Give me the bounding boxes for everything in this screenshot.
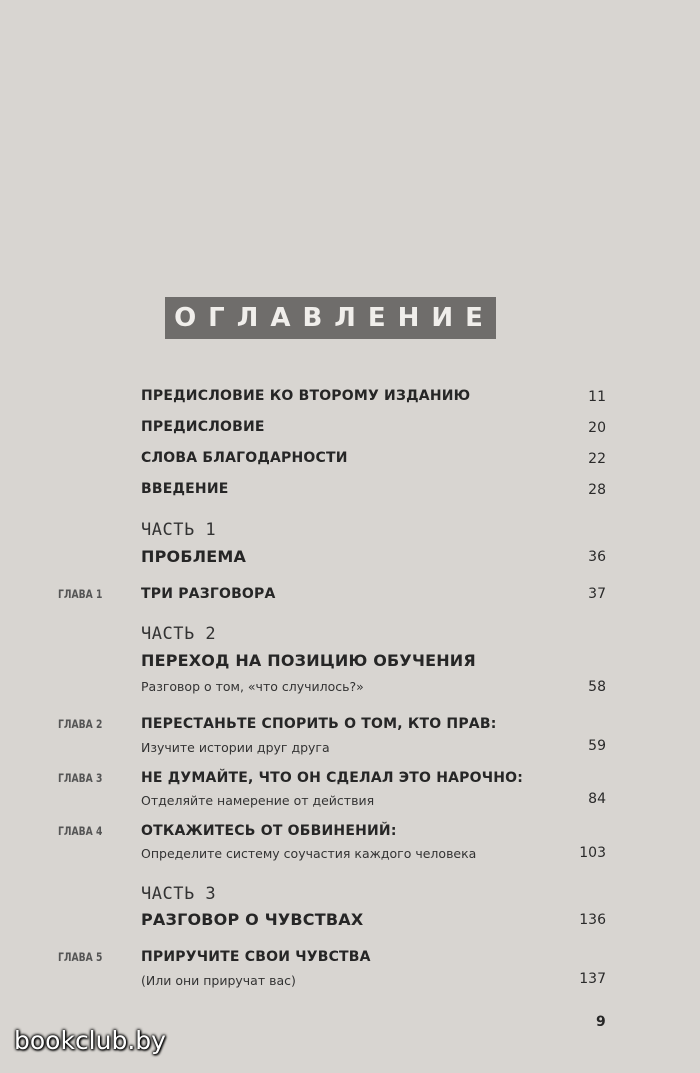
chapter-label: ГЛАВА 3 bbox=[58, 771, 103, 785]
toc-entry-title: СЛОВА БЛАГОДАРНОСТИ bbox=[141, 450, 348, 466]
chapter-title: НЕ ДУМАЙТЕ, ЧТО ОН СДЕЛАЛ ЭТО НАРОЧНО: bbox=[141, 770, 524, 786]
chapter-label: ГЛАВА 1 bbox=[58, 587, 103, 601]
chapter-page: 59 bbox=[588, 738, 606, 754]
part-page: 58 bbox=[588, 679, 606, 695]
chapter-label: ГЛАВА 2 bbox=[58, 717, 103, 731]
part-label: ЧАСТЬ 3 bbox=[141, 884, 217, 904]
toc-entry-page: 11 bbox=[588, 389, 606, 405]
part-label: ЧАСТЬ 2 bbox=[141, 624, 217, 644]
chapter-page: 37 bbox=[588, 586, 606, 602]
part-page: 136 bbox=[579, 912, 606, 928]
toc-entry-page: 22 bbox=[588, 451, 606, 467]
chapter-subtitle: Определите систему соучастия каждого человека bbox=[141, 846, 477, 861]
part-title: ПЕРЕХОД НА ПОЗИЦИЮ ОБУЧЕНИЯ bbox=[141, 651, 476, 670]
chapter-subtitle: Отделяйте намерение от действия bbox=[141, 793, 375, 808]
chapter-title: ОТКАЖИТЕСЬ ОТ ОБВИНЕНИЙ: bbox=[141, 823, 397, 839]
part-title: ПРОБЛЕМА bbox=[141, 547, 247, 566]
toc-entry-title: ВВЕДЕНИЕ bbox=[141, 481, 229, 497]
chapter-page: 137 bbox=[579, 971, 606, 987]
toc-entry-page: 20 bbox=[588, 420, 606, 436]
toc-entry-page: 28 bbox=[588, 482, 606, 498]
chapter-label: ГЛАВА 4 bbox=[58, 824, 103, 838]
toc-entry-title: ПРЕДИСЛОВИЕ КО ВТОРОМУ ИЗДАНИЮ bbox=[141, 388, 471, 404]
toc-entry-title: ПРЕДИСЛОВИЕ bbox=[141, 419, 265, 435]
chapter-page: 84 bbox=[588, 791, 606, 807]
page-number: 9 bbox=[596, 1014, 606, 1030]
chapter-page: 103 bbox=[579, 845, 606, 861]
chapter-title: ПРИРУЧИТЕ СВОИ ЧУВСТВА bbox=[141, 949, 371, 965]
part-title: РАЗГОВОР О ЧУВСТВАХ bbox=[141, 910, 364, 929]
chapter-label: ГЛАВА 5 bbox=[58, 950, 103, 964]
toc-heading: ОГЛАВЛЕНИЕ bbox=[165, 297, 496, 339]
part-page: 36 bbox=[588, 549, 606, 565]
chapter-subtitle: Изучите истории друг друга bbox=[141, 740, 330, 755]
watermark: bookclub.by bbox=[14, 1026, 166, 1055]
chapter-title: ПЕРЕСТАНЬТЕ СПОРИТЬ О ТОМ, КТО ПРАВ: bbox=[141, 716, 497, 732]
part-subtitle: Разговор о том, «что случилось?» bbox=[141, 679, 364, 694]
chapter-title: ТРИ РАЗГОВОРА bbox=[141, 586, 276, 602]
part-label: ЧАСТЬ 1 bbox=[141, 520, 217, 540]
chapter-subtitle: (Или они приручат вас) bbox=[141, 973, 296, 988]
